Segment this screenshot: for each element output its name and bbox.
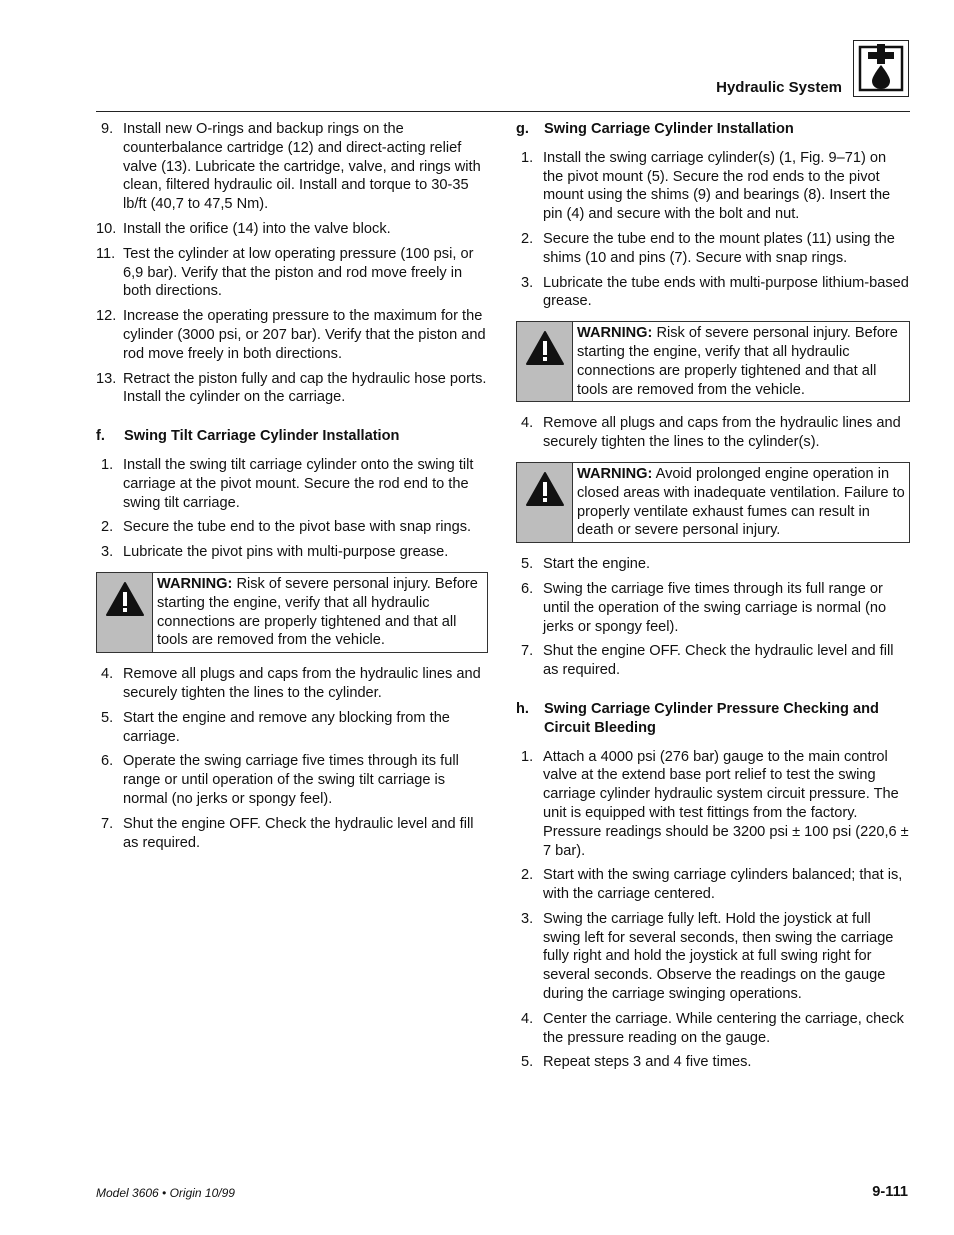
list-item [96,245,488,301]
list-item [516,748,910,861]
list-item [96,307,488,363]
step-number-text: 2. [101,519,114,536]
step-number-text: 1. [101,456,114,473]
left-column [96,120,488,858]
warning-text [573,463,909,542]
heading-letter: h. [516,700,529,717]
warning-body: Avoid prolonged engine operation in closed areas with inadequate ventilation. Failure to properly ventilate exhaust fumes can result in death or severe personal injury. [577,465,905,539]
steps-list-g3 [516,555,910,680]
warning-icon [97,573,153,652]
header-rule [96,111,910,112]
step-text: Operate the swing carriage five times through its full range or until operation of the swing tilt carriage is normal (no jerks or spongy feel). [123,753,459,807]
step-number [516,910,543,1004]
step-number-text: 4. [101,666,114,683]
step-text: Install the swing carriage cylinder(s) (1, Fig. 9–71) on the pivot mount (5). Secure the rod ends to the pivot mount using the shims (9) and bearings (8). Insert the pin (4) and secure with the bolt and nut. [543,149,891,223]
step-number [96,543,123,562]
warning-text [573,322,909,401]
list-item [516,555,910,574]
warning-icon [517,463,573,542]
step-text: Secure the tube end to the pivot base with snap rings. [123,519,472,536]
list-item [516,1010,910,1048]
step-number-text: 5. [521,556,534,573]
heading-letter: f. [96,428,105,445]
steps-list-g2 [516,414,910,452]
heading-text: Swing Carriage Cylinder Pressure Checking and Circuit Bleeding [544,700,879,736]
warning-text [153,573,487,652]
step-text: Test the cylinder at low operating pressure (100 psi, or 6,9 bar). Verify that the piston and rod move freely in both directions. [123,245,474,300]
steps-list-f2 [96,665,488,852]
step-number [516,555,543,574]
step-number [96,518,123,537]
list-item [516,866,910,904]
step-text: Install new O-rings and backup rings on the counterbalance cartridge (12) and direct-acting relief valve (13). Lubricate the cartridge, valve, and rings with clean, filtered hydraulic oil. Install and torque to 30-35 lb/ft (40,7 to 47,5 Nm). [123,121,481,213]
step-number-text: 3. [521,274,534,291]
step-number [96,120,123,214]
step-number-text: 3. [101,544,114,561]
section-heading-h [516,700,910,738]
step-number [96,752,123,808]
warning-body: Risk of severe personal injury. Before starting the engine, verify that all hydraulic connections are properly tightened and that all tools are removed from the vehicle. [157,575,478,649]
list-item [516,580,910,636]
step-number [96,709,123,747]
list-item [96,518,488,537]
warning-label: WARNING: [577,325,653,342]
step-number-text: 4. [521,415,534,432]
warning-body: Risk of severe personal injury. Before starting the engine, verify that all hydraulic connections are properly tightened and that all tools are removed from the vehicle. [577,325,898,398]
steps-list-a [96,120,488,407]
list-item [96,120,488,214]
heading-letter: g. [516,121,529,137]
step-text: Retract the piston fully and cap the hydraulic hose ports. Install the cylinder on the carriage. [123,370,487,406]
step-number [516,1053,543,1072]
step-text: Lubricate the pivot pins with multi-purpose grease. [123,544,449,561]
step-text: Remove all plugs and caps from the hydraulic lines and securely tighten the lines to the cylinder. [123,666,481,701]
step-text: Start the engine and remove any blocking from the carriage. [123,709,450,745]
list-item [516,910,910,1004]
list-item [516,274,910,312]
list-item [96,752,488,808]
footer-model: Model 3606 • Origin 10/99 [96,1186,235,1200]
list-item [516,1053,910,1072]
step-text: Remove all plugs and caps from the hydraulic lines and securely tighten the lines to the cylinder(s). [543,415,901,451]
step-number [516,642,543,680]
step-text: Start the engine. [543,556,651,573]
step-number-text: 13. [96,370,117,387]
step-number-text: 2. [521,867,534,884]
step-number-text: 10. [96,220,117,237]
step-number [96,370,123,408]
list-item [96,543,488,562]
step-number [516,414,543,452]
step-number-text: 9. [101,121,114,137]
warning-label: WARNING: [577,465,653,482]
step-number [516,1010,543,1048]
step-number [96,245,123,301]
step-number-text: 7. [101,815,114,832]
warning-box [516,462,910,543]
list-item [96,709,488,747]
list-item [96,220,488,239]
step-number [516,866,543,904]
step-number-text: 12. [96,308,117,325]
step-text: Center the carriage. While centering the carriage, check the pressure reading on the gauge. [543,1010,904,1046]
steps-list-h [516,748,910,1073]
step-number [96,307,123,363]
step-text: Swing the carriage fully left. Hold the joystick at full swing left for several seconds, then swing the carriage fully right and hold the joystick at full swing right for several seconds. Observe the readings on the gauge during the carriage swinging operations. [543,910,894,1003]
step-text: Lubricate the tube ends with multi-purpose lithium-based grease. [543,274,909,310]
step-number-text: 5. [101,709,114,726]
step-number-text: 3. [521,910,534,927]
section-heading-g [516,120,910,139]
step-text: Repeat steps 3 and 4 five times. [543,1054,752,1071]
steps-list-f1 [96,456,488,562]
step-text: Install the swing tilt carriage cylinder onto the swing tilt carriage at the pivot mount. Secure the rod end to the swing tilt carriage. [123,456,474,511]
section-heading-f [96,427,488,446]
step-number [516,230,543,268]
list-item [96,456,488,512]
heading-text: Swing Tilt Carriage Cylinder Installation [124,428,400,445]
step-number-text: 7. [521,643,534,660]
step-text: Install the orifice (14) into the valve block. [123,220,391,237]
step-number [516,149,543,224]
right-column [516,120,910,1078]
step-text: Swing the carriage five times through its full range or until the operation of the swing carriage is normal (no jerks or spongy feel). [543,580,887,635]
step-text: Attach a 4000 psi (276 bar) gauge to the main control valve at the extend base port relief to test the swing carriage cylinder hydraulic system circuit pressure. The unit is equipped with test fittings from the factory. Pressure readings should be 3200 psi ± 100 psi (220,6 ± 7 bar). [543,748,909,859]
steps-list-g1 [516,149,910,311]
step-number [516,274,543,312]
warning-box [96,572,488,653]
step-number [96,815,123,853]
step-text: Secure the tube end to the mount plates (11) using the shims (10 and pins (7). Secure with snap rings. [543,230,895,266]
step-number-text: 4. [521,1010,534,1027]
list-item [96,665,488,703]
step-number-text: 11. [96,245,116,262]
list-item [516,414,910,452]
step-number [516,580,543,636]
hydraulic-oil-icon [853,40,909,97]
step-number-text: 6. [521,580,534,597]
page-number: 9-111 [872,1184,908,1200]
step-number [96,665,123,703]
step-text: Start with the swing carriage cylinders balanced; that is, with the carriage centered. [543,867,903,903]
heading-text: Swing Carriage Cylinder Installation [544,121,794,137]
list-item [516,149,910,224]
warning-label: WARNING: [157,575,233,592]
step-number [96,456,123,512]
step-text: Shut the engine OFF. Check the hydraulic level and fill as required. [123,815,474,851]
step-text: Increase the operating pressure to the maximum for the cylinder (3000 psi, or 207 bar). Verify that the piston and rod move freely in both directions. [123,308,486,362]
step-number-text: 6. [101,753,114,770]
list-item [96,815,488,853]
list-item [96,370,488,408]
step-number [96,220,123,239]
step-text: Shut the engine OFF. Check the hydraulic level and fill as required. [543,643,894,679]
list-item [516,642,910,680]
list-item [516,230,910,268]
step-number-text: 2. [521,230,534,247]
step-number-text: 1. [521,149,534,166]
warning-icon [517,322,573,401]
step-number [516,748,543,861]
step-number-text: 5. [521,1054,534,1071]
step-number-text: 1. [521,748,534,765]
warning-box [516,321,910,402]
section-title: Hydraulic System [716,79,842,96]
